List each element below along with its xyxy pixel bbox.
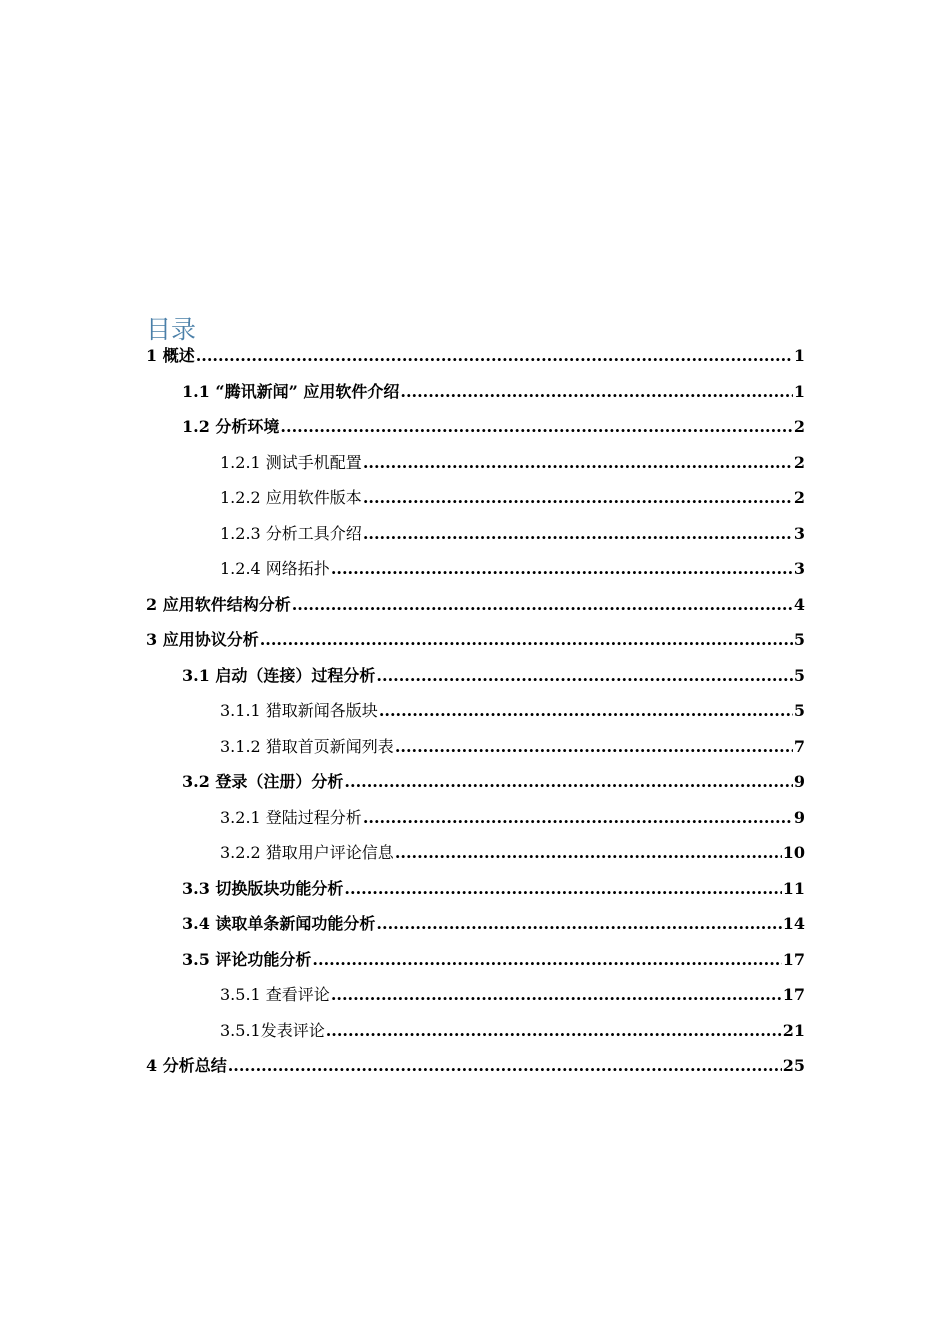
- toc-entry[interactable]: [146, 624, 805, 650]
- toc-entry[interactable]: [182, 944, 805, 970]
- toc-entry-page: 7: [793, 737, 805, 756]
- toc-entry-text: 3.1 启动（连接）过程分析: [182, 666, 376, 685]
- toc-entry-page: 17: [782, 985, 805, 1004]
- toc-entry-page: 21: [782, 1021, 805, 1040]
- toc-entry-page: 5: [793, 630, 805, 649]
- toc-dot-leader: [312, 950, 781, 970]
- toc-dot-leader: [331, 559, 793, 579]
- toc-entry-page: 2: [793, 453, 805, 472]
- toc-entry-page: 3: [793, 524, 805, 543]
- toc-entry[interactable]: [220, 447, 805, 473]
- toc-entry-text: 3.1.1 猎取新闻各版块: [220, 701, 378, 720]
- toc-entry-page: 17: [782, 950, 805, 969]
- toc-entry-text: 3.1.2 猎取首页新闻列表: [220, 737, 394, 756]
- toc-dot-leader: [376, 914, 781, 934]
- toc-entry-page: 9: [793, 808, 805, 827]
- toc-entry-page: 2: [793, 417, 805, 436]
- toc-entry[interactable]: [182, 908, 805, 934]
- toc-entry[interactable]: [146, 1050, 805, 1076]
- toc-entry-text: 4 分析总结: [146, 1056, 227, 1075]
- toc-entry-text: 3.5.1 查看评论: [220, 985, 330, 1004]
- toc-dot-leader: [363, 488, 793, 508]
- toc-dot-leader: [363, 453, 793, 473]
- toc-dot-leader: [395, 737, 793, 757]
- toc-dot-leader: [376, 666, 792, 686]
- toc-entry-text: 1.2.3 分析工具介绍: [220, 524, 362, 543]
- toc-dot-leader: [326, 1021, 782, 1041]
- toc-entry-page: 1: [793, 346, 805, 365]
- toc-dot-leader: [228, 1056, 782, 1076]
- toc-dot-leader: [400, 382, 792, 402]
- toc-dot-leader: [379, 701, 793, 721]
- toc-entry-text: 3.2 登录（注册）分析: [182, 772, 344, 791]
- toc-entry-text: 1.1 “腾讯新闻” 应用软件介绍: [182, 382, 400, 401]
- toc-entry-text: 1.2.1 测试手机配置: [220, 453, 362, 472]
- toc-entry-text: 1.2 分析环境: [182, 417, 280, 436]
- toc-entry[interactable]: [220, 837, 805, 863]
- toc-entry[interactable]: [220, 731, 805, 757]
- toc-entry-text: 3.5 评论功能分析: [182, 950, 312, 969]
- toc-entry-page: 9: [793, 772, 805, 791]
- toc-entry-text: 3.4 读取单条新闻功能分析: [182, 914, 376, 933]
- toc-entry[interactable]: [146, 340, 805, 366]
- toc-entry-page: 11: [782, 879, 805, 898]
- toc-entry[interactable]: [220, 802, 805, 828]
- toc-entry-page: 25: [782, 1056, 805, 1075]
- toc-dot-leader: [260, 630, 793, 650]
- toc-entry[interactable]: [182, 873, 805, 899]
- toc-entry-page: 3: [793, 559, 805, 578]
- toc-dot-leader: [363, 524, 793, 544]
- toc-entry-text: 3.3 切换版块功能分析: [182, 879, 344, 898]
- toc-entry[interactable]: [182, 376, 805, 402]
- toc-entry-page: 5: [793, 666, 805, 685]
- toc-entry[interactable]: [182, 411, 805, 437]
- toc-dot-leader: [344, 772, 792, 792]
- toc-entry-text: 1 概述: [146, 346, 195, 365]
- toc-entry-page: 5: [793, 701, 805, 720]
- toc-entry-text: 3.5.1发表评论: [220, 1021, 325, 1040]
- toc-dot-leader: [331, 985, 782, 1005]
- toc-entry-text: 3.2.1 登陆过程分析: [220, 808, 362, 827]
- toc-entry[interactable]: [220, 979, 805, 1005]
- toc-entry-text: 3.2.2 猎取用户评论信息: [220, 843, 394, 862]
- toc-entry[interactable]: [220, 482, 805, 508]
- toc-dot-leader: [395, 843, 782, 863]
- toc-entry-page: 2: [793, 488, 805, 507]
- toc-entry-page: 10: [782, 843, 805, 862]
- toc-entry[interactable]: [146, 589, 805, 615]
- toc-entry-page: 4: [793, 595, 805, 614]
- toc-entry-page: 14: [782, 914, 805, 933]
- toc-entry[interactable]: [182, 766, 805, 792]
- toc-entry-text: 1.2.4 网络拓扑: [220, 559, 330, 578]
- toc-entry-text: 2 应用软件结构分析: [146, 595, 291, 614]
- toc-dot-leader: [363, 808, 793, 828]
- toc-entry[interactable]: [220, 553, 805, 579]
- toc-title: 目录: [146, 314, 197, 344]
- toc-entry[interactable]: [220, 1015, 805, 1041]
- toc-dot-leader: [344, 879, 781, 899]
- toc-entry-text: 1.2.2 应用软件版本: [220, 488, 362, 507]
- toc-dot-leader: [280, 417, 792, 437]
- toc-entry-text: 3 应用协议分析: [146, 630, 259, 649]
- toc-entry[interactable]: [182, 660, 805, 686]
- toc-dot-leader: [196, 346, 793, 366]
- toc-entry-page: 1: [793, 382, 805, 401]
- toc-entry[interactable]: [220, 695, 805, 721]
- toc-entry[interactable]: [220, 518, 805, 544]
- toc-dot-leader: [292, 595, 793, 615]
